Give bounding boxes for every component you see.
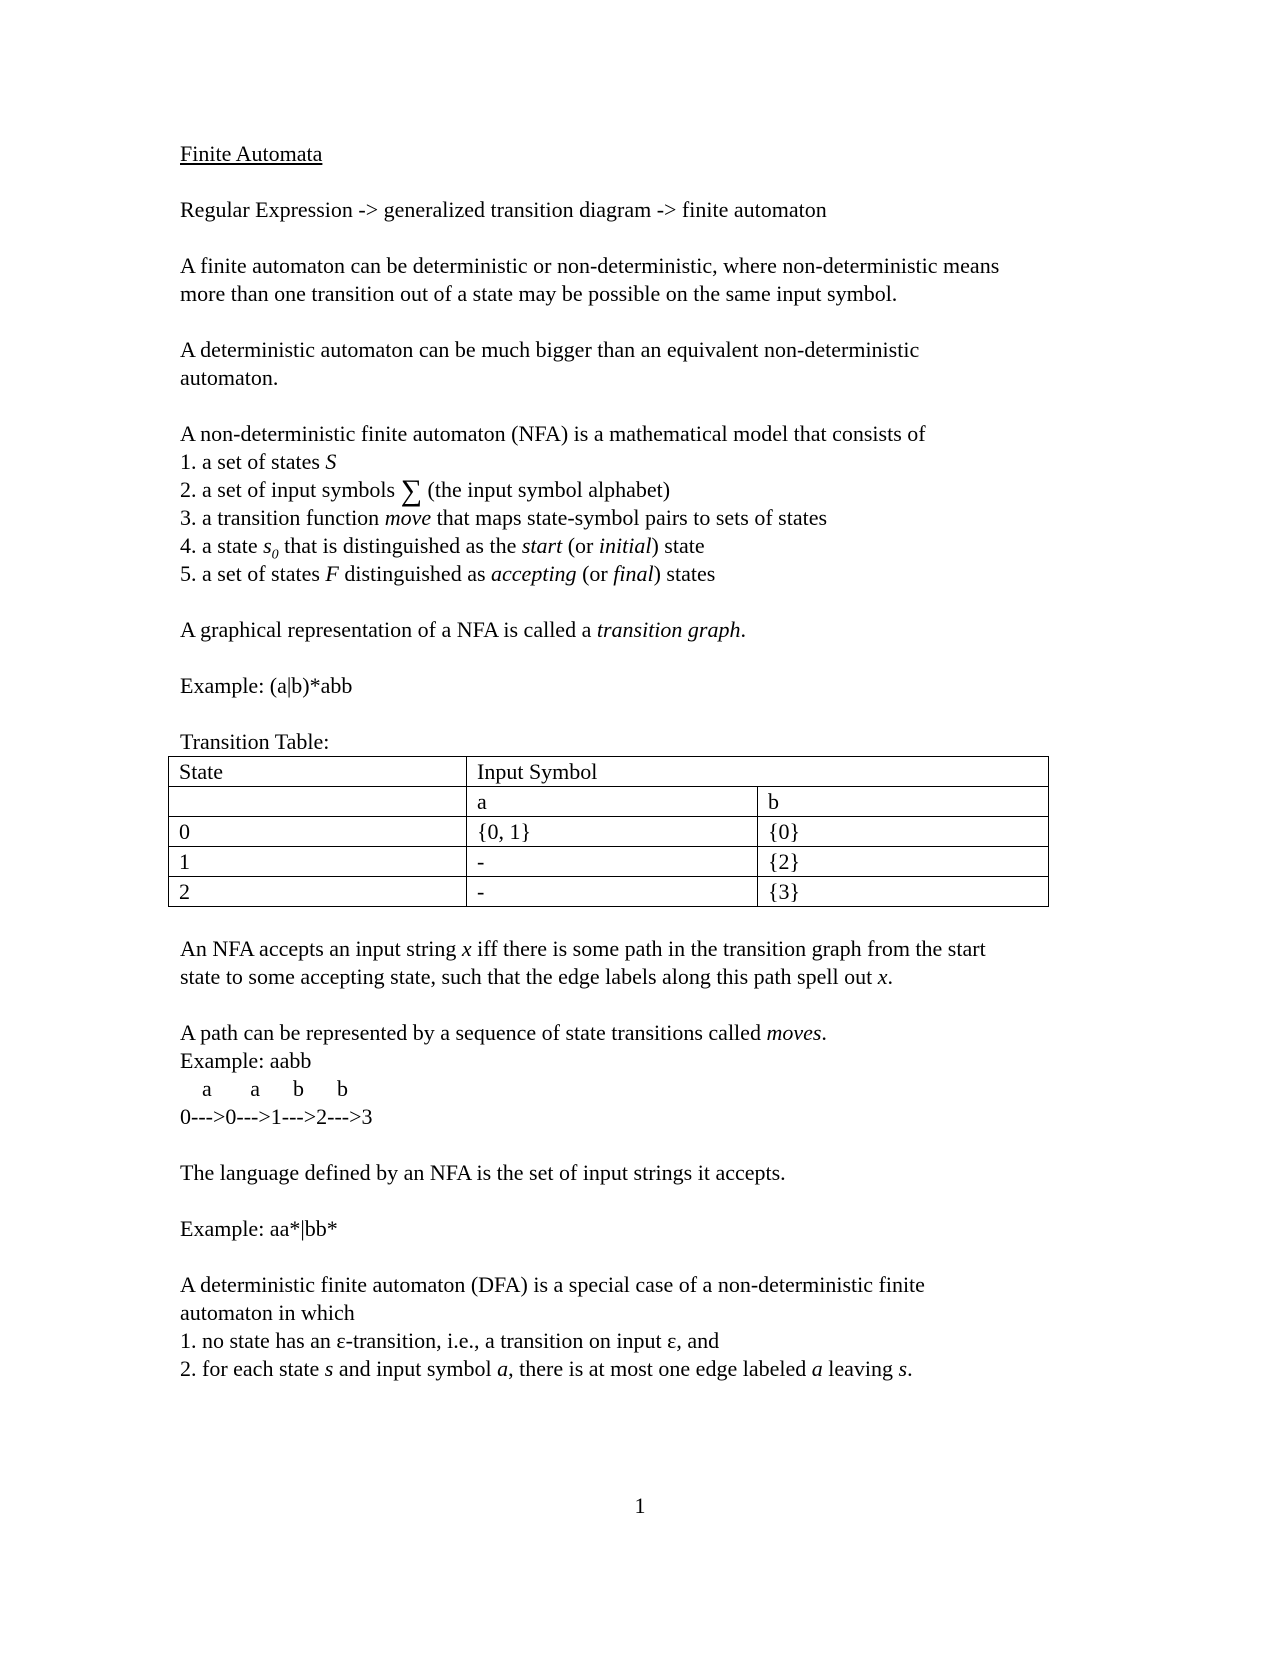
table-row: [169, 847, 1049, 877]
path-moves-block: [180, 1019, 1020, 1131]
cell-b: {0}: [758, 817, 1049, 847]
paragraph-nfa-accepts: An NFA accepts an input string x iff there is some path in the transition graph from the start state to some accepting state, such that the edge labels along this path spell out x.: [180, 936, 986, 989]
paragraph-regex-pipeline: Regular Expression -> generalized transition diagram -> finite automaton: [180, 197, 827, 222]
path-edge-labels: a a b b: [180, 1076, 349, 1101]
header-cell-a: a: [467, 787, 758, 817]
nfa-definition-item-5: 5. a set of states F distinguished as accepting (or final) states: [180, 561, 716, 586]
header-cell-b: b: [758, 787, 1049, 817]
paragraph-transition-graph: A graphical representation of a NFA is called a transition graph.: [180, 617, 746, 642]
header-cell-input-symbol: Input Symbol: [467, 757, 1049, 787]
path-state-chain: 0--->0--->1--->2--->3: [180, 1104, 373, 1129]
nfa-definition-item-1: 1. a set of states S: [180, 449, 337, 474]
cell-a: -: [467, 847, 758, 877]
nfa-definition-item-2: 2. a set of input symbols ∑ (the input symbol alphabet): [180, 474, 671, 507]
dfa-definition-item-2: 2. for each state s and input symbol a, there is at most one edge labeled a leaving s.: [180, 1356, 913, 1381]
cell-state: 0: [169, 817, 467, 847]
transition-table: [168, 756, 1049, 907]
nfa-definition-list: [180, 420, 1020, 588]
nfa-definition-item-3: 3. a transition function move that maps state-symbol pairs to sets of states: [180, 505, 828, 530]
paragraph-path-moves: A path can be represented by a sequence of state transitions called moves.: [180, 1020, 827, 1045]
table-row: [169, 817, 1049, 847]
example-language-regex: Example: aa*|bb*: [180, 1216, 338, 1241]
cell-a: {0, 1}: [467, 817, 758, 847]
dfa-definition-list: [180, 1271, 1020, 1383]
example-path-aabb: Example: aabb: [180, 1048, 312, 1073]
cell-b: {2}: [758, 847, 1049, 877]
transition-table-block: [180, 728, 1020, 907]
table-header-row-1: [169, 757, 1049, 787]
transition-table-title: Transition Table:: [180, 729, 330, 754]
nfa-definition-intro: A non-deterministic finite automaton (NFA) is a mathematical model that consists of: [180, 421, 926, 446]
document-content: [180, 140, 1020, 1411]
nfa-definition-item-4: 4. a state $s_0$ that is distinguished as the start (or initial) state: [180, 533, 705, 563]
paragraph-fa-definition: A finite automaton can be deterministic or non-deterministic, where non-deterministic means more than one transition out of a state may be possible on the same input symbol.: [180, 253, 1000, 306]
dfa-definition-item-1: 1. no state has an ε-transition, i.e., a transition on input ε, and: [180, 1328, 720, 1353]
cell-state: 2: [169, 877, 467, 907]
paragraph-deterministic-size: A deterministic automaton can be much bigger than an equivalent non-deterministic automaton.: [180, 337, 920, 390]
cell-b: {3}: [758, 877, 1049, 907]
table-header-row-2: [169, 787, 1049, 817]
example-nfa-regex: Example: (a|b)*abb: [180, 673, 353, 698]
paragraph-language-defined: The language defined by an NFA is the set of input strings it accepts.: [180, 1160, 786, 1185]
header-cell-empty: [169, 787, 467, 817]
header-cell-state: State: [169, 757, 467, 787]
page-number: 1: [634, 1493, 646, 1518]
page-title: Finite Automata: [180, 141, 323, 166]
table-row: [169, 877, 1049, 907]
dfa-definition-intro: A deterministic finite automaton (DFA) is a special case of a non-deterministic finite automaton in which: [180, 1272, 925, 1325]
cell-state: 1: [169, 847, 467, 877]
cell-a: -: [467, 877, 758, 907]
